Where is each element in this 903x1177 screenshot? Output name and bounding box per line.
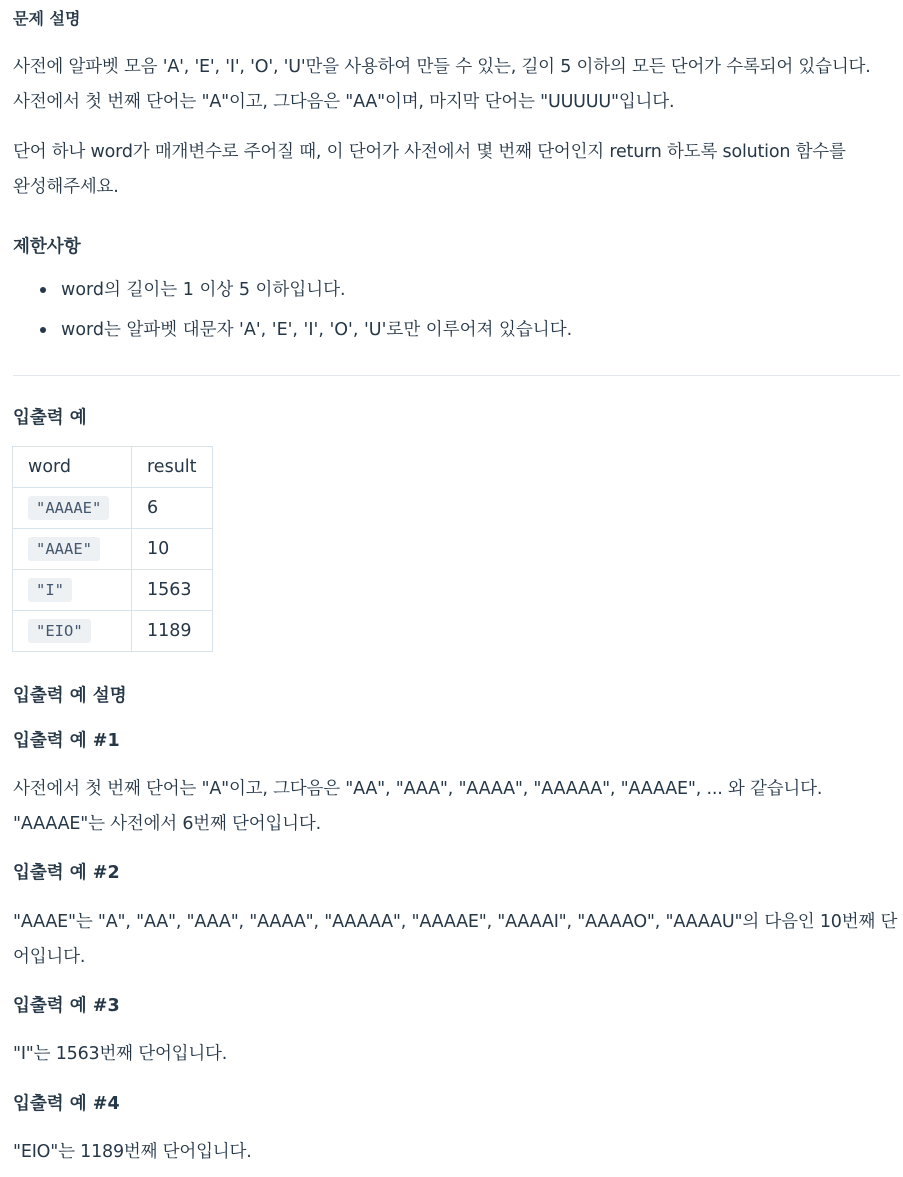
example-2-title: 입출력 예 #2 xyxy=(13,863,120,883)
result-cell: 10 xyxy=(132,529,213,570)
example-1-line-2: "AAAAE"는 사전에서 6번째 단어입니다. xyxy=(13,814,321,834)
problem-heading: 문제 설명 xyxy=(13,9,81,28)
table-row xyxy=(13,611,213,652)
bullet-icon xyxy=(40,287,46,293)
table-row xyxy=(13,488,213,529)
constraint-text: word의 길이는 1 이상 5 이하입니다. xyxy=(61,280,346,300)
column-header-result: result xyxy=(132,447,213,488)
description-line-2: 사전에서 첫 번째 단어는 "A"이고, 그다음은 "AA"이며, 마지막 단어는 "UUUUU"입니다. xyxy=(13,92,675,112)
word-cell xyxy=(13,488,132,529)
table-header-row xyxy=(13,447,213,488)
word-code: "AAAAE" xyxy=(28,496,109,520)
example-3-line-1: "I"는 1563번째 단어입니다. xyxy=(13,1044,228,1064)
example-3-title: 입출력 예 #3 xyxy=(13,996,120,1016)
bullet-icon xyxy=(40,327,46,333)
table-row xyxy=(13,570,213,611)
constraints-heading: 제한사항 xyxy=(13,237,81,257)
example-2-line-1: "AAAE"는 "A", "AA", "AAA", "AAAA", "AAAAA", "AAAAE", "AAAAI", "AAAAO", "AAAAU"의 다음인 10번째 단 xyxy=(13,912,898,932)
constraints-list xyxy=(13,273,572,353)
word-cell xyxy=(13,570,132,611)
word-code: "AAAE" xyxy=(28,537,100,561)
example-1-title: 입출력 예 #1 xyxy=(13,731,120,751)
examples-heading: 입출력 예 xyxy=(13,408,87,428)
description-line-1: 사전에 알파벳 모음 'A', 'E', 'I', 'O', 'U'만을 사용하여 만들 수 있는, 길이 5 이하의 모든 단어가 수록되어 있습니다. xyxy=(13,57,871,77)
word-code: "EIO" xyxy=(28,619,91,643)
constraint-item xyxy=(13,273,572,313)
task-line-1: 단어 하나 word가 매개변수로 주어질 때, 이 단어가 사전에서 몇 번째 단어인지 return 하도록 solution 함수를 xyxy=(13,142,846,162)
section-divider xyxy=(13,375,900,376)
examples-table xyxy=(12,446,213,652)
task-line-2: 완성해주세요. xyxy=(13,177,119,197)
example-4-title: 입출력 예 #4 xyxy=(13,1094,120,1114)
result-cell: 6 xyxy=(132,488,213,529)
explanation-heading: 입출력 예 설명 xyxy=(13,686,127,706)
result-cell: 1189 xyxy=(132,611,213,652)
column-header-word: word xyxy=(13,447,132,488)
table-row xyxy=(13,529,213,570)
constraint-item xyxy=(13,313,572,353)
constraint-text: word는 알파벳 대문자 'A', 'E', 'I', 'O', 'U'로만 이루어져 있습니다. xyxy=(61,320,573,340)
word-code: "I" xyxy=(28,578,72,602)
example-4-line-1: "EIO"는 1189번째 단어입니다. xyxy=(13,1142,252,1162)
word-cell xyxy=(13,529,132,570)
result-cell: 1563 xyxy=(132,570,213,611)
word-cell xyxy=(13,611,132,652)
example-1-line-1: 사전에서 첫 번째 단어는 "A"이고, 그다음은 "AA", "AAA", "AAAA", "AAAAA", "AAAAE", ... 와 같습니다. xyxy=(13,779,823,799)
example-2-line-2: 어입니다. xyxy=(13,947,86,967)
